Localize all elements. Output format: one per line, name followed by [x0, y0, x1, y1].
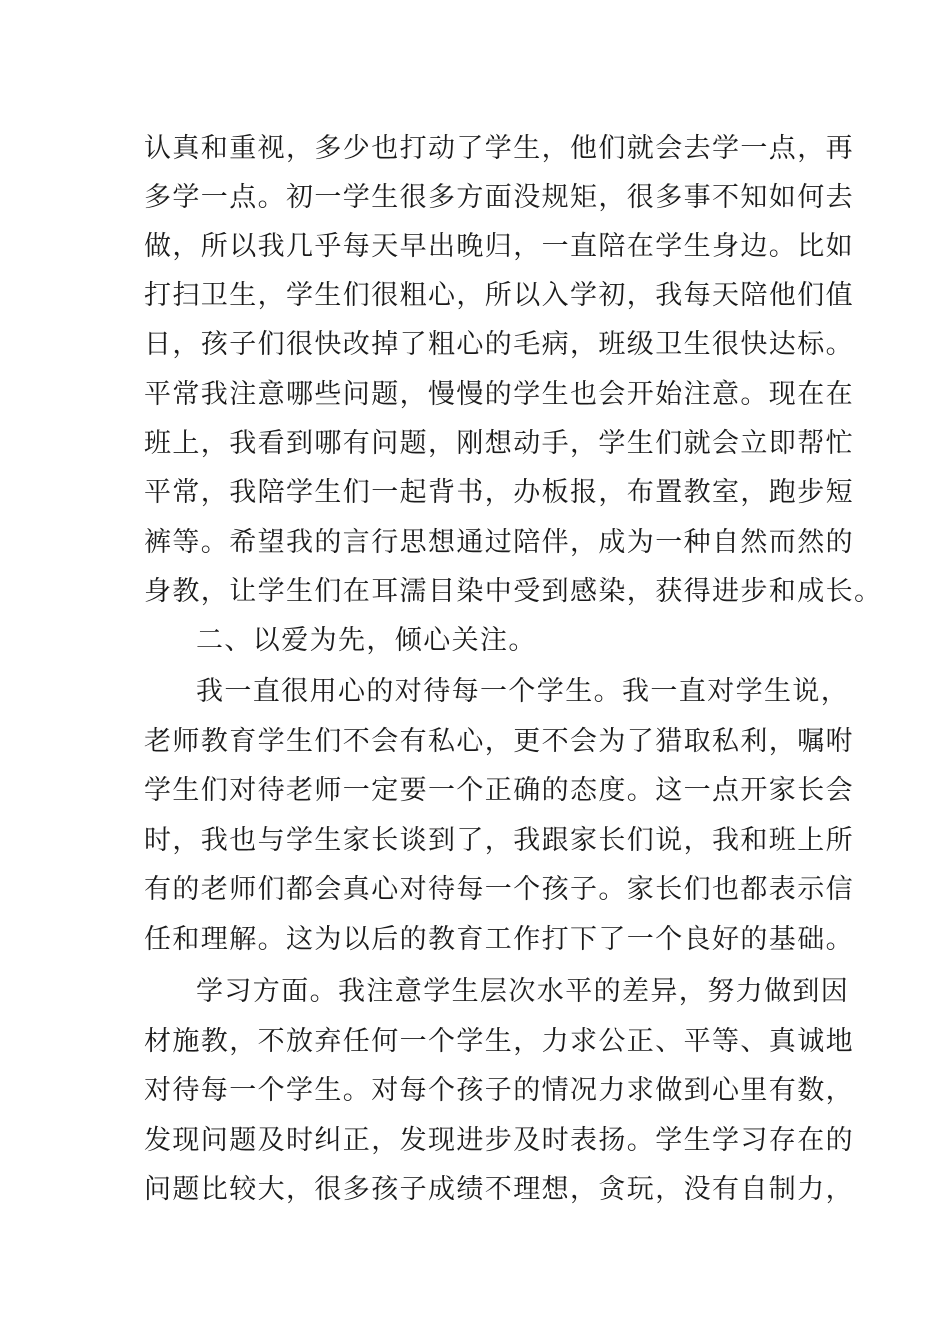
paragraph-first-line: 我一直很用心的对待每一个学生。我一直对学生说，: [196, 676, 850, 707]
section-heading: 二、以爱为先，倾心关注。: [196, 625, 537, 656]
text-line: 材施教，不放弃任何一个学生，力求公正、平等、真诚地: [144, 1026, 854, 1057]
text-line: 身教，让学生们在耳濡目染中受到感染，获得进步和成长。: [144, 576, 883, 607]
text-line: 裤等。希望我的言行思想通过陪伴，成为一种自然而然的: [144, 527, 854, 558]
text-line: 做，所以我几乎每天早出晚归，一直陪在学生身边。比如: [144, 231, 854, 262]
text-line: 日，孩子们很快改掉了粗心的毛病，班级卫生很快达标。: [144, 329, 854, 360]
paragraph-first-line: 学习方面。我注意学生层次水平的差异，努力做到因: [196, 976, 850, 1007]
text-line: 多学一点。初一学生很多方面没规矩，很多事不知如何去: [144, 182, 854, 213]
text-line: 时，我也与学生家长谈到了，我跟家长们说，我和班上所: [144, 825, 854, 856]
text-line: 有的老师们都会真心对待每一个孩子。家长们也都表示信: [144, 874, 854, 905]
text-line: 任和理解。这为以后的教育工作打下了一个良好的基础。: [144, 924, 854, 955]
text-line: 发现问题及时纠正，发现进步及时表扬。学生学习存在的: [144, 1125, 854, 1156]
text-line: 对待每一个学生。对每个孩子的情况力求做到心里有数，: [144, 1075, 854, 1106]
text-line: 学生们对待老师一定要一个正确的态度。这一点开家长会: [144, 775, 854, 806]
text-line: 问题比较大，很多孩子成绩不理想，贪玩，没有自制力，: [144, 1174, 854, 1205]
text-line: 老师教育学生们不会有私心，更不会为了猎取私利，嘱咐: [144, 726, 854, 757]
text-line: 平常，我陪学生们一起背书，办板报，布置教室，跑步短: [144, 477, 854, 508]
text-line: 认真和重视，多少也打动了学生，他们就会去学一点，再: [144, 133, 854, 164]
text-line: 平常我注意哪些问题，慢慢的学生也会开始注意。现在在: [144, 379, 854, 410]
text-line: 打扫卫生，学生们很粗心，所以入学初，我每天陪他们值: [144, 280, 854, 311]
text-line: 班上，我看到哪有问题，刚想动手，学生们就会立即帮忙: [144, 428, 854, 459]
